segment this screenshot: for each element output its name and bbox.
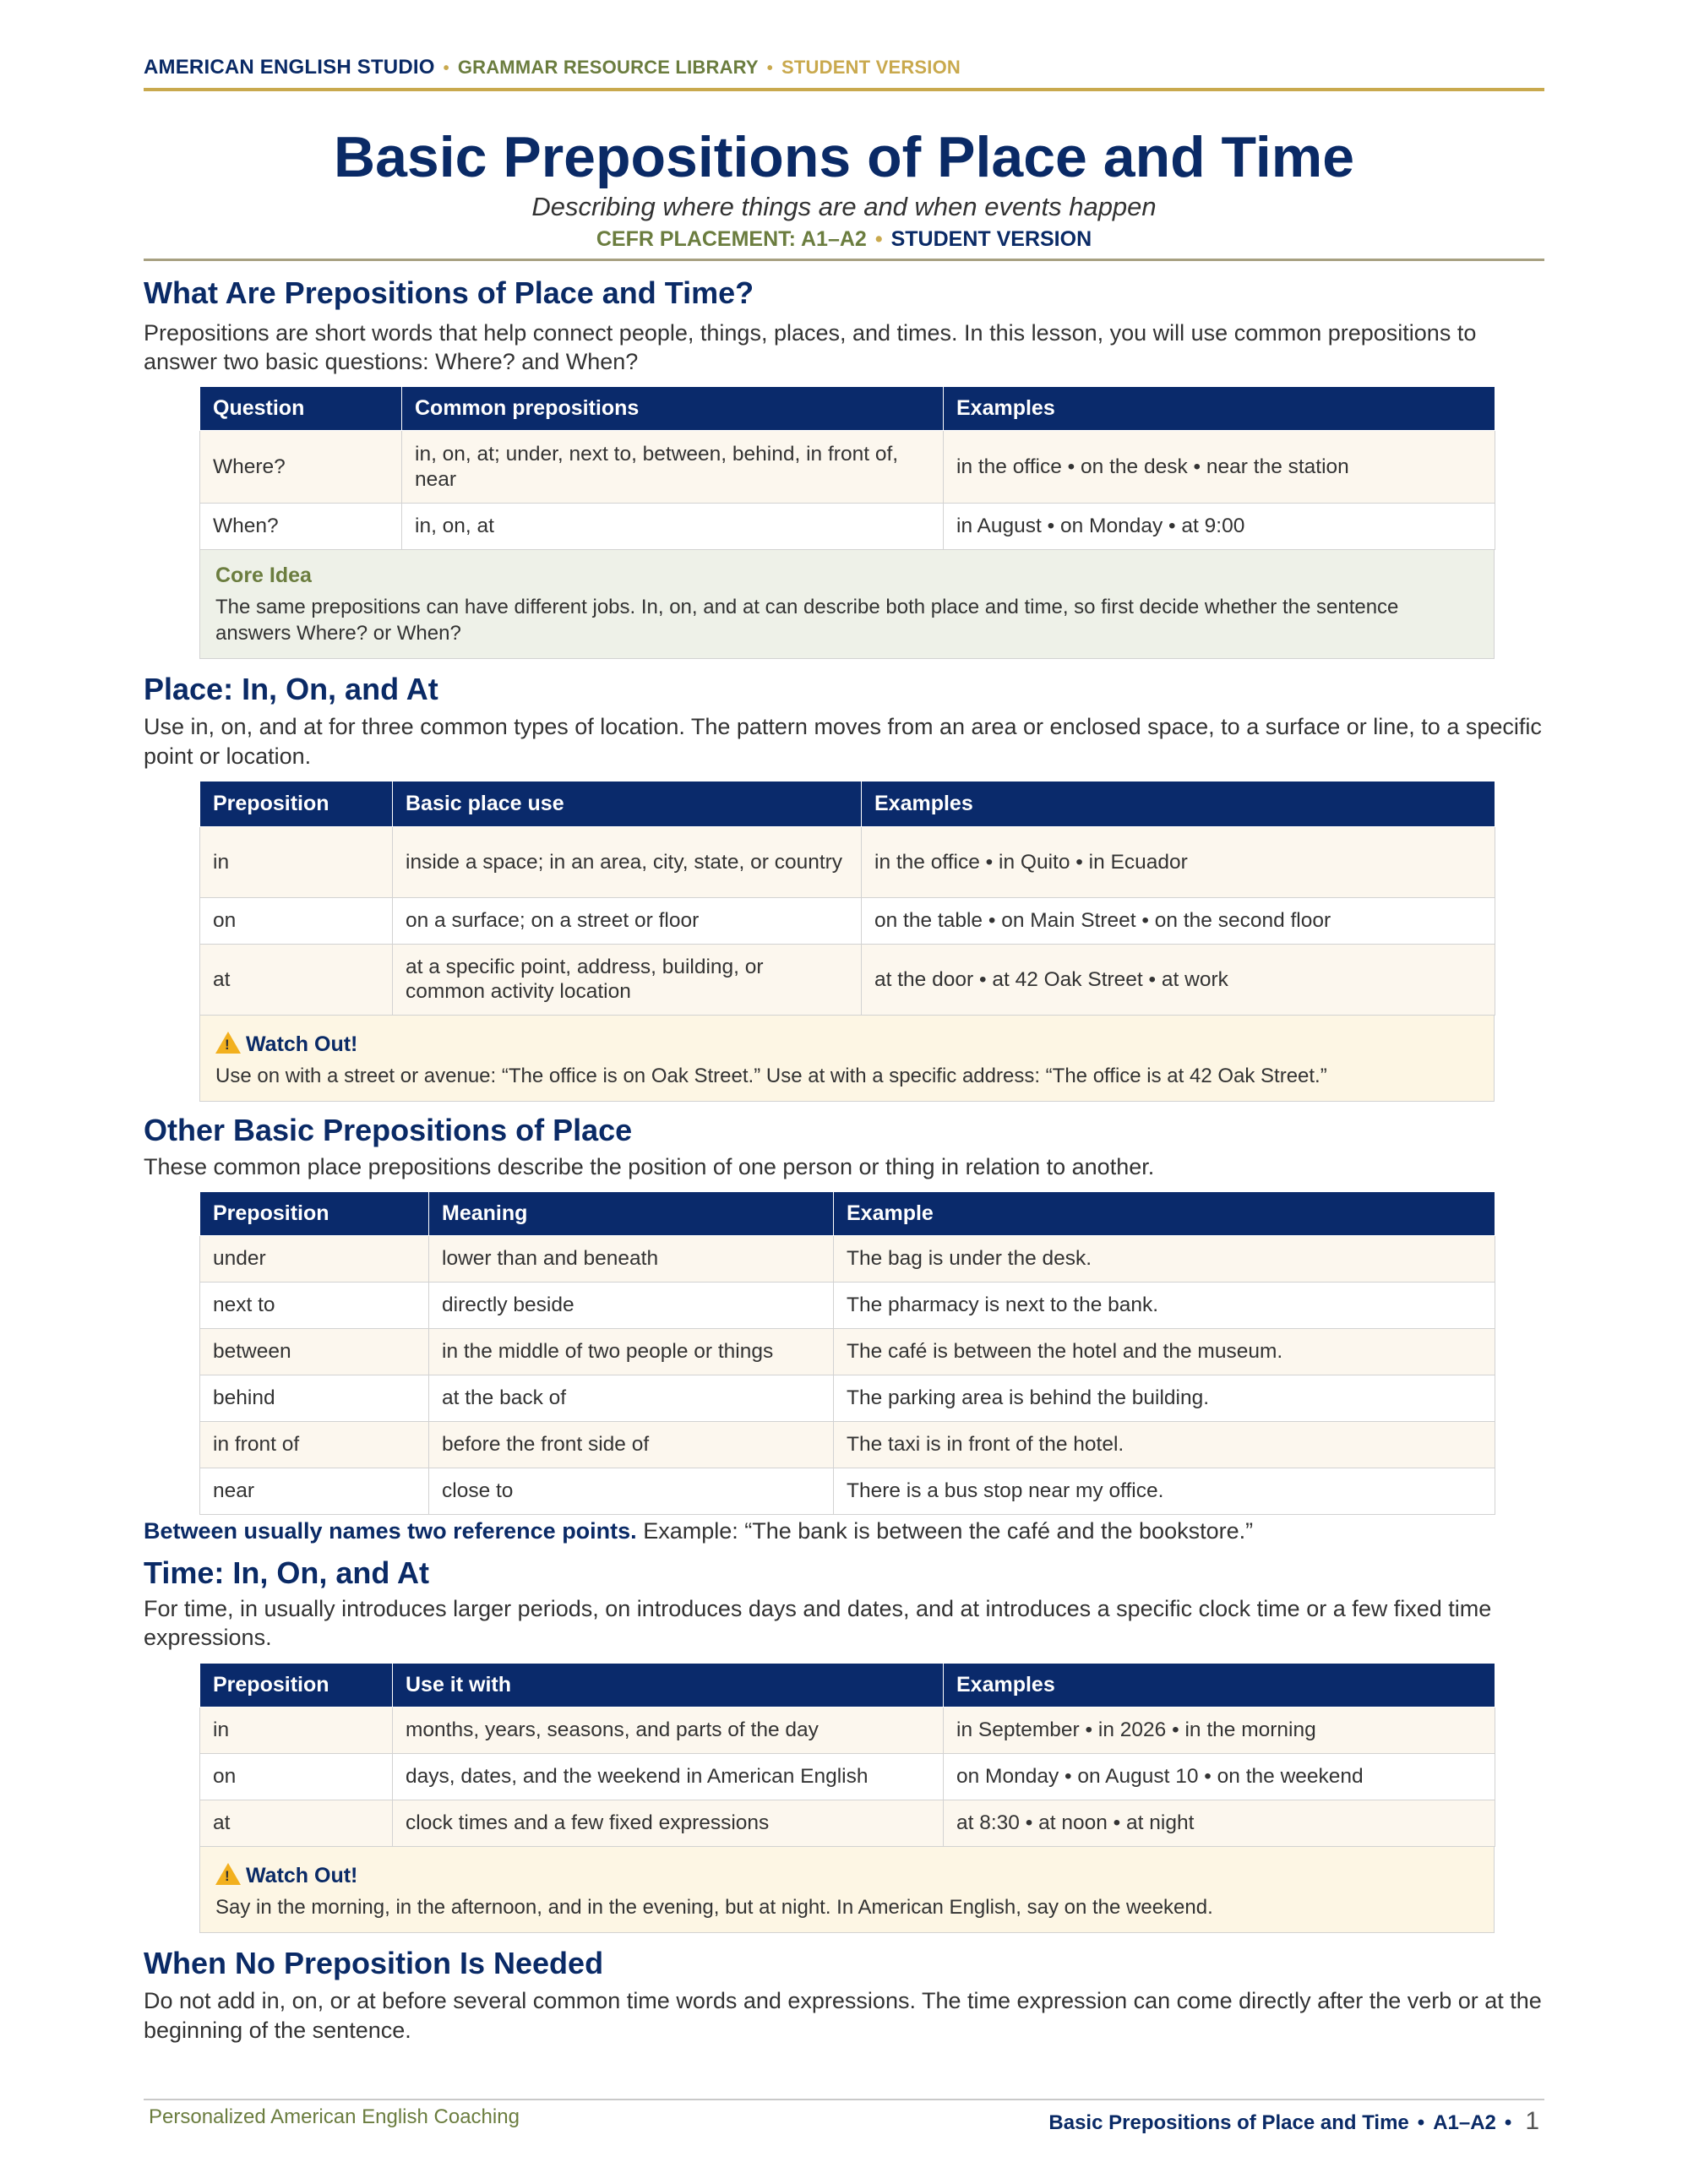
table-cell: next to [200,1282,429,1328]
watch-out-callout-place [199,1016,1495,1102]
section-heading-place: Place: In, On, and At [144,672,438,707]
table-cell: behind [200,1375,429,1421]
table-header-row [200,1663,1495,1707]
table-row [200,944,1495,1015]
header-separator: • [443,59,449,78]
section-intro-place: Use in, on, and at for three common types of location. The pattern moves from an area or enclosed space, to a surface or line, to a specific point or location. [144,714,1542,769]
time-table [199,1663,1495,1847]
table-cell: under [200,1235,429,1282]
table-cell: Where? [200,431,402,504]
watch-out-callout-time [199,1847,1495,1933]
section-heading-other: Other Basic Prepositions of Place [144,1113,633,1148]
column-header: Common prepositions [402,387,944,431]
footer-level: A1–A2 [1433,2111,1496,2134]
section-intro-none: Do not add in, on, or at before several common time words and expressions. The time expression can come directly after the verb or at the beginning of the sentence. [144,1988,1542,2043]
table-header-row [200,1191,1495,1235]
callout-title: Watch Out! [246,1863,358,1887]
column-header: Question [200,387,402,431]
column-header: Use it with [393,1663,944,1707]
table-row [200,897,1495,944]
table-cell: in, on, at; under, next to, between, behind, in front of, near [402,431,944,504]
table-cell: There is a bus stop near my office. [834,1468,1495,1514]
table-cell: in August • on Monday • at 9:00 [944,504,1495,550]
table-cell: near [200,1468,429,1514]
meta-version: STUDENT VERSION [890,227,1092,252]
table-cell: at the back of [429,1375,834,1421]
table-row [200,1282,1495,1328]
column-header: Examples [944,387,1495,431]
column-header: Preposition [200,1663,393,1707]
table-cell: directly beside [429,1282,834,1328]
page-number: 1 [1525,2107,1539,2135]
table-cell: months, years, seasons, and parts of the day [393,1707,944,1753]
place-table [199,781,1495,1016]
running-header [144,56,1544,91]
footer-separator: • [1504,2111,1512,2134]
section-heading-time: Time: In, On, and At [144,1555,430,1590]
column-header: Example [834,1191,1495,1235]
header-version: STUDENT VERSION [781,57,961,78]
header-brand: AMERICAN ENGLISH STUDIO [144,56,435,79]
table-cell: in September • in 2026 • in the morning [944,1707,1495,1753]
other-table [199,1191,1495,1515]
section-intro-what: Prepositions are short words that help connect people, things, places, and times. In this lesson, you will use common prepositions to answer two basic questions: Where? and When? [144,319,1477,374]
table-cell: in [200,826,393,897]
table-cell: at a specific point, address, building, or common activity location [393,944,862,1015]
table-row [200,1375,1495,1421]
footer-coaching: Personalized American English Coaching [149,2105,520,2128]
warning-triangle-icon [215,1863,241,1885]
column-header: Examples [862,781,1495,826]
table-cell: lower than and beneath [429,1235,834,1282]
table-cell: days, dates, and the weekend in American English [393,1753,944,1800]
table-cell: close to [429,1468,834,1514]
table-cell: before the front side of [429,1421,834,1468]
table-cell: The bag is under the desk. [834,1235,1495,1282]
table-header-row [200,781,1495,826]
between-note [144,1517,1544,1546]
table-cell: inside a space; in an area, city, state, or country [393,826,862,897]
table-cell: at [200,944,393,1015]
table-row [200,1328,1495,1375]
placement-line [144,227,1544,252]
table-cell: in the office • in Quito • in Ecuador [862,826,1495,897]
cefr-placement: CEFR PLACEMENT: A1–A2 [596,227,867,252]
table-cell: clock times and a few fixed expressions [393,1800,944,1846]
page-footer [144,2099,1544,2135]
callout-text: Say in the morning, in the afternoon, and in the evening, but at night. In American English, say on the weekend. [215,1895,1213,1919]
column-header: Examples [944,1663,1495,1707]
table-cell: When? [200,504,402,550]
table-cell: The pharmacy is next to the bank. [834,1282,1495,1328]
table-cell: in [200,1707,393,1753]
core-idea-callout [199,550,1495,659]
table-cell: on [200,1753,393,1800]
callout-title: Core Idea [215,564,312,588]
table-cell: The taxi is in front of the hotel. [834,1421,1495,1468]
warning-triangle-icon [215,1032,241,1054]
table-cell: at 8:30 • at noon • at night [944,1800,1495,1846]
callout-text: Use on with a street or avenue: “The office is on Oak Street.” Use at with a specific address: “The office is at 42 Oak Street.” [215,1064,1327,1087]
table-cell: The parking area is behind the building. [834,1375,1495,1421]
title-block [144,91,1544,261]
callout-title: Watch Out! [246,1032,358,1056]
table-row [200,431,1495,504]
table-row [200,1235,1495,1282]
header-separator: • [766,59,773,78]
what-table [199,386,1495,550]
table-row [200,826,1495,897]
table-cell: at [200,1800,393,1846]
table-header-row [200,387,1495,431]
table-cell: on [200,897,393,944]
section-heading-none: When No Preposition Is Needed [144,1946,604,1981]
column-header: Basic place use [393,781,862,826]
table-cell: at the door • at 42 Oak Street • at work [862,944,1495,1015]
table-row [200,1800,1495,1846]
footer-right [1048,2107,1539,2136]
section-intro-time: For time, in usually introduces larger periods, on introduces days and dates, and at introduces a specific clock time or a few fixed time expressions. [144,1596,1492,1651]
table-cell: in the office • on the desk • near the station [944,431,1495,504]
table-cell: in the middle of two people or things [429,1328,834,1375]
table-cell: on Monday • on August 10 • on the weekend [944,1753,1495,1800]
section-intro-other: These common place prepositions describe the position of one person or thing in relation to another. [144,1153,1155,1179]
table-cell: in, on, at [402,504,944,550]
table-row [200,1421,1495,1468]
footer-doc-title: Basic Prepositions of Place and Time [1048,2111,1409,2134]
table-row [200,1707,1495,1753]
page-subtitle: Describing where things are and when events happen [531,192,1157,222]
note-emphasis: Between usually names two reference points. [144,1517,637,1544]
column-header: Preposition [200,1191,429,1235]
table-cell: on a surface; on a street or floor [393,897,862,944]
table-cell: between [200,1328,429,1375]
footer-separator: • [1417,2111,1425,2134]
table-row [200,504,1495,550]
column-header: Meaning [429,1191,834,1235]
table-row [200,1468,1495,1514]
table-cell: in front of [200,1421,429,1468]
table-row [200,1753,1495,1800]
callout-title-row [215,1860,1478,1888]
header-library: GRAMMAR RESOURCE LIBRARY [457,57,759,78]
callout-title-row [215,1029,1478,1057]
table-cell: on the table • on Main Street • on the second floor [862,897,1495,944]
column-header: Preposition [200,781,393,826]
meta-separator: • [874,227,883,252]
table-cell: The café is between the hotel and the museum. [834,1328,1495,1375]
callout-text: The same prepositions can have different jobs. In, on, and at can describe both place and time, so first decide whether the sentence answers Where? or When? [215,596,1399,645]
section-heading-what: What Are Prepositions of Place and Time? [144,275,754,311]
note-text: Example: “The bank is between the café and the bookstore.” [636,1517,1254,1544]
page-title: Basic Prepositions of Place and Time [333,125,1355,189]
